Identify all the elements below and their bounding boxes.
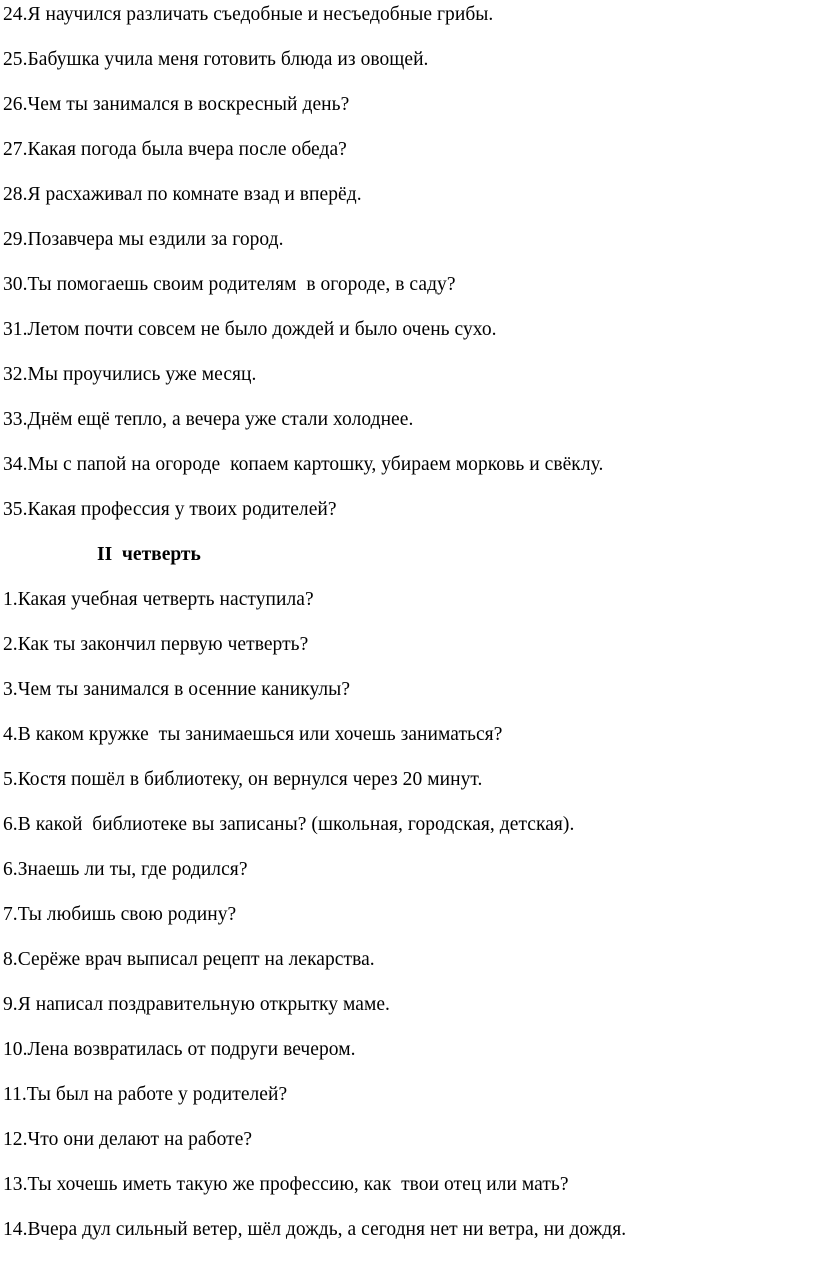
sentence-35: 35.Какая профессия у твоих родителей? <box>3 499 337 520</box>
sentence-27: 27.Какая погода была вчера после обеда? <box>3 139 347 160</box>
question-2: 2.Как ты закончил первую четверть? <box>3 634 309 655</box>
question-11: 11.Ты был на работе у родителей? <box>3 1084 288 1105</box>
sentence-5: 5.Костя пошёл в библиотеку, он вернулся через 20 минут. <box>3 769 483 790</box>
section-heading: II четверть <box>97 544 201 565</box>
sentence-34: 34.Мы с папой на огороде копаем картошку, убираем морковь и свёклу. <box>3 454 604 475</box>
question-4: 4.В каком кружке ты занимаешься или хочешь заниматься? <box>3 724 503 745</box>
sentence-26: 26.Чем ты занимался в воскресный день? <box>3 94 350 115</box>
sentence-8: 8.Серёже врач выписал рецепт на лекарства. <box>3 949 375 970</box>
question-6a: 6.В какой библиотеке вы записаны? (школьная, городская, детская). <box>3 814 575 835</box>
sentence-25: 25.Бабушка учила меня готовить блюда из овощей. <box>3 49 429 70</box>
sentence-33: 33.Днём ещё тепло, а вечера уже стали холоднее. <box>3 409 414 430</box>
sentence-9: 9.Я написал поздравительную открытку маме. <box>3 994 390 1015</box>
sentence-24: 24.Я научился различать съедобные и несъедобные грибы. <box>3 4 494 25</box>
sentence-10: 10.Лена возвратилась от подруги вечером. <box>3 1039 356 1060</box>
question-6b: 6.Знаешь ли ты, где родился? <box>3 859 248 880</box>
sentence-14: 14.Вчера дул сильный ветер, шёл дождь, а сегодня нет ни ветра, ни дождя. <box>3 1219 627 1240</box>
sentence-32: 32.Мы проучились уже месяц. <box>3 364 257 385</box>
sentence-28: 28.Я расхаживал по комнате взад и вперёд. <box>3 184 362 205</box>
sentence-30: 30.Ты помогаешь своим родителям в огороде, в саду? <box>3 274 456 295</box>
question-12: 12.Что они делают на работе? <box>3 1129 253 1150</box>
sentence-29: 29.Позавчера мы ездили за город. <box>3 229 284 250</box>
question-1: 1.Какая учебная четверть наступила? <box>3 589 314 610</box>
sentence-31: 31.Летом почти совсем не было дождей и было очень сухо. <box>3 319 497 340</box>
question-13: 13.Ты хочешь иметь такую же профессию, как твои отец или мать? <box>3 1174 569 1195</box>
question-3: 3.Чем ты занимался в осенние каникулы? <box>3 679 351 700</box>
question-7: 7.Ты любишь свою родину? <box>3 904 237 925</box>
